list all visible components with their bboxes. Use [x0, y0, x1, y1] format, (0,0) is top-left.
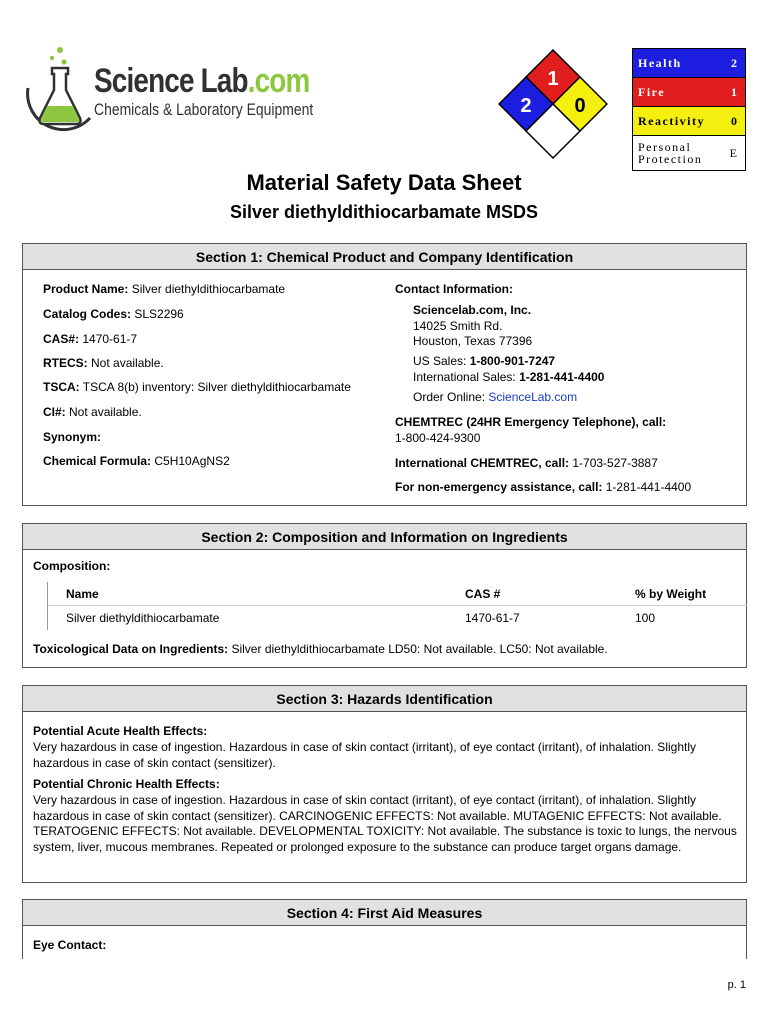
non-emergency: For non-emergency assistance, call: 1-281-441-4400: [395, 480, 692, 494]
section-4-heading: Section 4: First Aid Measures: [23, 900, 746, 926]
hmis-ppe-label: Personal Protection: [638, 140, 703, 166]
us-sales: US Sales: 1-800-901-7247: [413, 354, 556, 368]
logo-text: [94, 64, 361, 120]
tsca: TSCA: TSCA 8(b) inventory: Silver diethyldithiocarbamate: [43, 380, 351, 394]
company-name: Sciencelab.com, Inc.: [413, 303, 532, 317]
hmis-reactivity-row: [633, 107, 745, 136]
company-address-2: Houston, Texas 77396: [413, 334, 533, 348]
section-2: [22, 523, 747, 668]
synonym: Synonym:: [43, 430, 102, 444]
toxicological-data: Toxicological Data on Ingredients: Silver diethyldithiocarbamate LD50: Not available. LC50: Not available.: [33, 642, 608, 656]
sciencelab-link[interactable]: ScienceLab.com: [488, 390, 578, 404]
intl-chemtrec: International CHEMTREC, call: 1-703-527-3887: [395, 456, 658, 470]
hmis-health-label: Health: [638, 55, 682, 70]
nfpa-health: 2: [520, 95, 532, 117]
hmis-reactivity-label: Reactivity: [638, 113, 705, 128]
hmis-fire-label: Fire: [638, 84, 666, 99]
section-2-heading: Section 2: Composition and Information on Ingredients: [23, 524, 746, 550]
col-name-header: Name: [66, 586, 99, 601]
hmis-reactivity-value: 0: [731, 113, 737, 128]
brand-name: Science Lab.com: [94, 62, 310, 100]
eye-contact-label: Eye Contact:: [33, 938, 107, 952]
nfpa-diamond: [498, 48, 608, 166]
chemical-formula: Chemical Formula: C5H10AgNS2: [43, 454, 230, 468]
page-number: p. 1: [727, 979, 746, 991]
section-3: [22, 685, 747, 883]
contact-info-label: Contact Information:: [395, 282, 513, 296]
hmis-fire-value: 1: [731, 84, 737, 99]
table-header-row: [48, 582, 747, 606]
order-online: Order Online: ScienceLab.com: [413, 390, 578, 404]
hmis-ppe-value: E: [729, 145, 737, 160]
intl-sales: International Sales: 1-281-441-4400: [413, 370, 605, 384]
chemtrec-phone: 1-800-424-9300: [395, 431, 481, 445]
hmis-fire-row: [633, 78, 745, 107]
product-name: Product Name: Silver diethyldithiocarbamate: [43, 282, 286, 296]
brand-tagline: Chemicals & Laboratory Equipment: [94, 100, 314, 119]
flask-icon: [20, 44, 100, 144]
acute-effects-text: Very hazardous in case of ingestion. Hazardous in case of skin contact (irritant), of eye contact (irritant), of inhalation. Slightly hazardous in case of skin contact (sensitizer).: [33, 740, 696, 770]
col-cas-header: CAS #: [465, 586, 501, 601]
section-1: [22, 243, 747, 506]
section-4: [22, 899, 747, 959]
chronic-effects-label: Potential Chronic Health Effects:: [33, 777, 220, 791]
composition-label: Composition:: [33, 559, 111, 573]
cas-number: CAS#: 1470-61-7: [43, 332, 138, 346]
catalog-codes: Catalog Codes: SLS2296: [43, 307, 184, 321]
cell-name: Silver diethyldithiocarbamate: [66, 611, 220, 625]
document-subtitle: Silver diethyldithiocarbamate MSDS: [229, 202, 539, 222]
acute-effects-label: Potential Acute Health Effects:: [33, 724, 208, 738]
section-1-heading: Section 1: Chemical Product and Company Identification: [23, 244, 746, 270]
chemtrec-label: CHEMTREC (24HR Emergency Telephone), call:: [395, 415, 667, 429]
nfpa-fire: 1: [547, 68, 559, 90]
company-address-1: 14025 Smith Rd.: [413, 319, 503, 333]
hmis-rating-box: [632, 48, 746, 171]
cell-cas: 1470-61-7: [465, 611, 520, 625]
hmis-health-row: [633, 49, 745, 78]
hmis-health-value: 2: [731, 55, 737, 70]
section-3-heading: Section 3: Hazards Identification: [23, 686, 746, 712]
ci-number: CI#: Not available.: [43, 405, 142, 419]
composition-table: [47, 582, 747, 630]
rtecs: RTECS: Not available.: [43, 356, 164, 370]
chronic-effects-text: Very hazardous in case of ingestion. Hazardous in case of skin contact (irritant), of eye contact (irritant), of inhalation. Slightly hazardous in case of skin contact (sensitizer). CARCINOGENIC EFFECTS: Not available. MUTAGENIC EFFECTS: Not available. TERATOGENIC EFFECTS: Not available. DEVELOPMENTAL TOXICITY: Not available. The substance is toxic to lungs, the nervous system, liver, mucous membranes. Repeated or prolonged exposure to the substance can produce target organs damage.: [33, 793, 737, 854]
col-weight-header: % by Weight: [635, 586, 707, 601]
document-title: Material Safety Data Sheet: [246, 170, 522, 195]
table-row: [48, 606, 747, 630]
hmis-ppe-row: [633, 136, 745, 170]
cell-weight: 100: [635, 611, 656, 625]
nfpa-reactivity: 0: [574, 95, 586, 117]
